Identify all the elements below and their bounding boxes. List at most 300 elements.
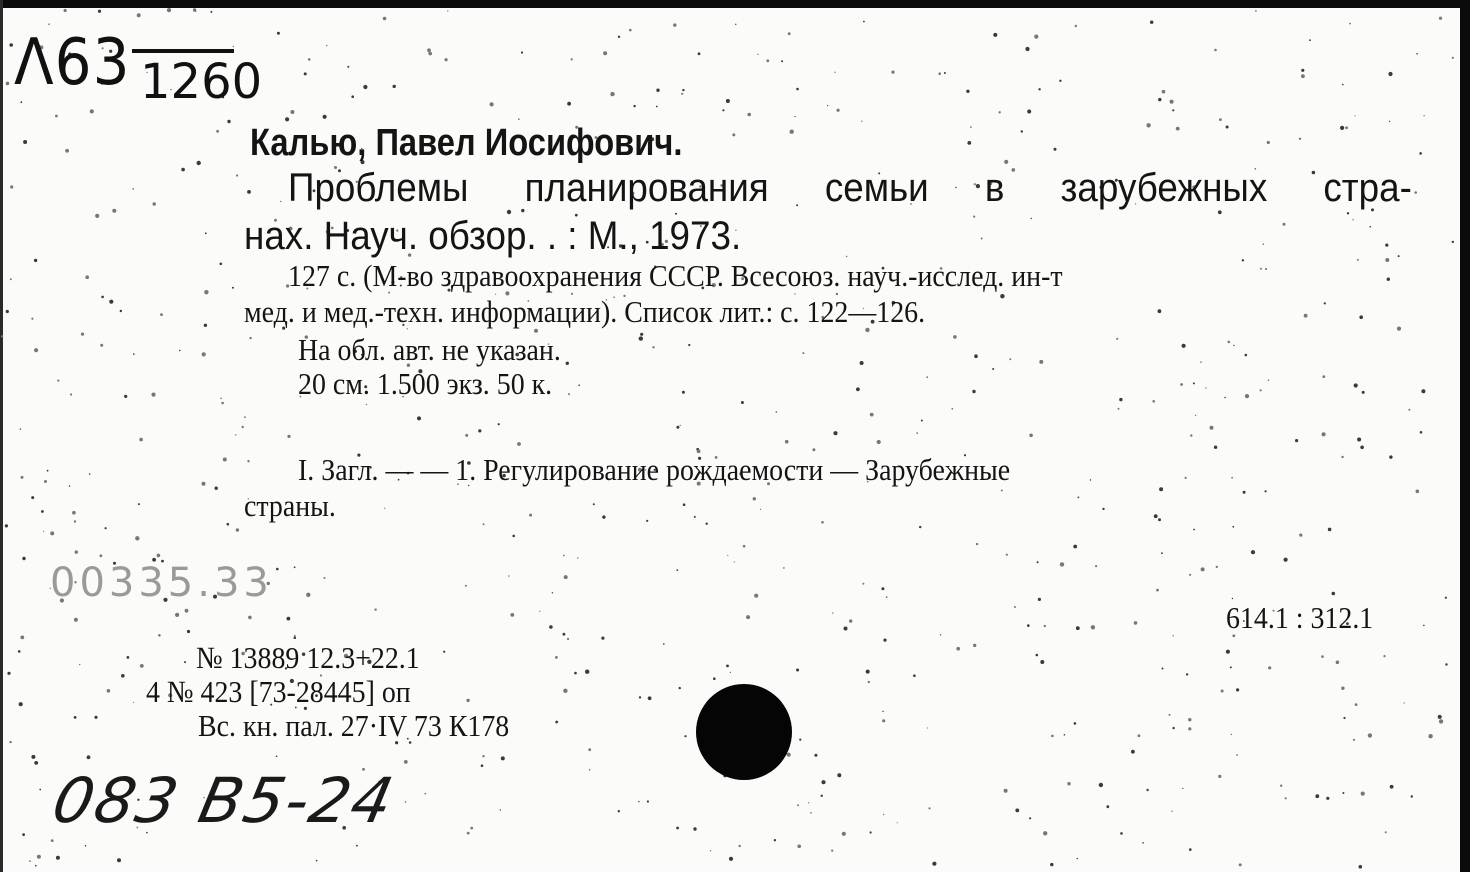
speckle bbox=[698, 52, 701, 55]
speckle bbox=[1051, 735, 1054, 738]
speckle bbox=[236, 528, 239, 531]
speckle bbox=[10, 278, 12, 280]
speckle bbox=[646, 520, 648, 522]
speckle bbox=[1388, 72, 1392, 76]
speckle bbox=[993, 33, 997, 37]
speckle bbox=[1173, 635, 1174, 636]
speckle bbox=[1342, 792, 1344, 794]
speckle bbox=[1078, 497, 1080, 499]
speckle bbox=[951, 408, 953, 410]
title-line-2: нах. Науч. обзор. . : М., 1973. bbox=[244, 214, 742, 258]
speckle bbox=[175, 613, 179, 617]
speckle bbox=[1416, 53, 1418, 55]
speckle bbox=[483, 523, 485, 525]
speckle bbox=[47, 470, 49, 472]
speckle bbox=[729, 857, 733, 861]
speckle bbox=[1359, 865, 1363, 869]
speckle bbox=[1038, 598, 1041, 601]
speckle bbox=[1452, 57, 1454, 59]
speckle bbox=[883, 814, 884, 815]
speckle bbox=[821, 780, 825, 784]
speckle bbox=[1043, 831, 1047, 835]
speckle bbox=[220, 398, 222, 400]
speckle bbox=[1038, 88, 1040, 90]
speckle bbox=[1385, 258, 1389, 262]
speckle bbox=[1226, 650, 1230, 654]
speckle bbox=[1180, 383, 1183, 386]
speckle bbox=[1029, 817, 1031, 819]
speckle bbox=[508, 575, 510, 577]
speckle bbox=[1255, 10, 1257, 12]
speckle bbox=[567, 638, 569, 640]
speckle bbox=[29, 860, 31, 862]
speckle bbox=[498, 423, 500, 425]
speckle bbox=[1231, 477, 1233, 479]
speckle bbox=[1353, 219, 1354, 220]
speckle bbox=[277, 32, 280, 35]
speckle bbox=[602, 515, 605, 518]
speckle bbox=[1419, 152, 1422, 155]
speckle bbox=[1158, 98, 1161, 101]
speckle bbox=[1221, 690, 1224, 693]
speckle bbox=[1239, 863, 1242, 866]
speckle bbox=[706, 523, 708, 525]
speckle bbox=[688, 344, 690, 346]
speckle bbox=[1383, 655, 1385, 657]
speckle bbox=[1186, 673, 1188, 675]
speckle bbox=[1285, 797, 1287, 799]
speckle bbox=[501, 756, 505, 760]
speckle bbox=[181, 168, 185, 172]
speckle bbox=[753, 497, 756, 500]
speckle bbox=[842, 832, 846, 836]
speckle bbox=[323, 115, 327, 119]
speckle bbox=[223, 458, 227, 462]
speckle bbox=[571, 58, 573, 60]
udc-classification: 614.1 : 312.1 bbox=[1226, 600, 1374, 635]
speckle bbox=[39, 789, 41, 791]
speckle bbox=[1189, 574, 1191, 576]
speckle bbox=[384, 508, 385, 509]
speckle bbox=[790, 130, 794, 134]
speckle bbox=[684, 735, 686, 737]
speckle bbox=[797, 845, 801, 849]
speckle bbox=[109, 300, 113, 304]
speckle bbox=[518, 119, 519, 120]
speckle bbox=[74, 716, 77, 719]
speckle bbox=[785, 440, 789, 444]
speckle bbox=[1074, 722, 1077, 725]
speckle bbox=[927, 727, 928, 728]
speckle bbox=[326, 45, 328, 47]
speckle bbox=[57, 380, 59, 382]
speckle bbox=[1309, 39, 1311, 41]
speckle bbox=[563, 555, 565, 557]
speckle bbox=[1404, 702, 1405, 703]
speckle bbox=[1193, 529, 1195, 531]
speckle bbox=[760, 509, 761, 510]
inventory-line-3: Вс. кн. пал. 27·IV 73 К178 bbox=[198, 708, 510, 743]
speckle bbox=[834, 72, 835, 73]
speckle bbox=[187, 630, 190, 633]
speckle bbox=[891, 71, 894, 74]
speckle bbox=[1161, 552, 1163, 554]
speckle bbox=[1146, 789, 1148, 791]
speckle bbox=[1260, 389, 1262, 391]
speckle bbox=[710, 850, 711, 851]
speckle bbox=[629, 29, 632, 32]
speckle bbox=[754, 594, 758, 598]
speckle bbox=[938, 72, 941, 75]
speckle bbox=[860, 361, 864, 365]
speckle bbox=[1445, 663, 1447, 665]
speckle bbox=[127, 656, 130, 659]
speckle bbox=[734, 561, 735, 562]
speckle bbox=[1251, 550, 1255, 554]
speckle bbox=[585, 670, 589, 674]
speckle bbox=[1050, 863, 1053, 866]
speckle bbox=[844, 627, 848, 631]
speckle bbox=[574, 672, 577, 675]
speckle bbox=[425, 793, 427, 795]
speckle bbox=[795, 116, 796, 117]
speckle bbox=[1354, 383, 1358, 387]
speckle bbox=[967, 141, 971, 145]
speckle bbox=[821, 795, 823, 797]
speckle bbox=[1357, 259, 1359, 261]
speckle bbox=[1360, 446, 1364, 450]
speckle bbox=[490, 102, 494, 106]
speckle bbox=[1233, 345, 1234, 346]
speckle bbox=[233, 46, 234, 47]
speckle bbox=[139, 438, 143, 442]
speckle bbox=[1219, 118, 1222, 121]
speckle bbox=[1216, 566, 1218, 568]
speckle bbox=[95, 214, 99, 218]
speckle bbox=[1162, 90, 1166, 94]
speckle bbox=[1037, 561, 1039, 563]
speckle bbox=[956, 647, 960, 651]
speckle bbox=[1009, 358, 1011, 360]
speckle bbox=[1283, 223, 1286, 226]
speckle bbox=[1172, 727, 1174, 729]
description-line-4: 20 см. 1.500 экз. 50 к. bbox=[298, 366, 553, 401]
speckle bbox=[197, 161, 201, 165]
speckle bbox=[1423, 625, 1425, 627]
speckle bbox=[5, 524, 8, 527]
speckle bbox=[1188, 727, 1191, 730]
speckle bbox=[294, 566, 296, 568]
speckle bbox=[882, 719, 885, 722]
speckle bbox=[20, 636, 24, 640]
speckle bbox=[31, 755, 35, 759]
speckle bbox=[881, 587, 884, 590]
speckle bbox=[953, 335, 957, 339]
speckle bbox=[1268, 666, 1271, 669]
speckle bbox=[563, 689, 567, 693]
speckle bbox=[1006, 554, 1008, 556]
speckle bbox=[926, 376, 928, 378]
speckle bbox=[739, 845, 741, 847]
speckle bbox=[1142, 842, 1144, 844]
speckle bbox=[1340, 126, 1344, 130]
speckle bbox=[877, 440, 881, 444]
speckle bbox=[757, 54, 758, 55]
speckle bbox=[210, 11, 212, 13]
speckle bbox=[151, 393, 155, 397]
speckle bbox=[244, 416, 246, 418]
speckle bbox=[972, 390, 975, 393]
speckle bbox=[746, 615, 750, 619]
speckle bbox=[883, 639, 886, 642]
speckle bbox=[1004, 789, 1008, 793]
speckle bbox=[633, 105, 635, 107]
speckle bbox=[593, 503, 595, 505]
speckle bbox=[732, 133, 735, 136]
speckle bbox=[287, 435, 290, 438]
speckle bbox=[999, 111, 1001, 113]
speckle bbox=[1242, 259, 1244, 261]
speckle bbox=[726, 665, 729, 668]
speckle bbox=[1389, 455, 1392, 458]
speckle bbox=[1280, 785, 1282, 787]
speckle bbox=[6, 82, 10, 86]
speckle bbox=[90, 109, 94, 113]
speckle bbox=[1195, 415, 1196, 416]
speckle bbox=[837, 773, 841, 777]
call-number-main: Λ63 bbox=[14, 24, 131, 100]
speckle bbox=[1170, 100, 1174, 104]
speckle bbox=[1189, 848, 1192, 851]
speckle bbox=[22, 833, 25, 836]
speckle bbox=[137, 13, 141, 17]
speckle bbox=[1304, 314, 1308, 318]
speckle bbox=[788, 32, 791, 35]
speckle bbox=[932, 862, 936, 866]
speckle bbox=[944, 72, 946, 74]
speckle bbox=[647, 800, 649, 802]
speckle bbox=[1025, 47, 1029, 51]
speckle bbox=[1326, 797, 1329, 800]
speckle bbox=[366, 404, 367, 405]
speckle bbox=[1428, 734, 1432, 738]
handwritten-number: 083 В5-24 bbox=[46, 764, 402, 837]
speckle bbox=[1036, 654, 1039, 657]
speckle bbox=[1353, 739, 1355, 741]
speckle bbox=[1205, 387, 1206, 388]
speckle bbox=[1090, 479, 1091, 480]
speckle bbox=[868, 681, 870, 683]
speckle bbox=[1232, 526, 1234, 528]
speckle bbox=[741, 401, 744, 404]
speckle bbox=[1322, 432, 1326, 436]
speckle bbox=[294, 636, 297, 639]
inventory-line-2: 4 № 423 [73-28445] оп bbox=[146, 674, 411, 709]
speckle bbox=[1102, 508, 1104, 510]
speckle bbox=[679, 687, 681, 689]
speckle bbox=[638, 801, 639, 802]
speckle bbox=[470, 827, 473, 830]
speckle bbox=[31, 496, 34, 499]
speckle bbox=[135, 536, 139, 540]
speckle bbox=[726, 99, 730, 103]
speckle bbox=[280, 201, 281, 202]
tracing-line-2: страны. bbox=[244, 488, 336, 523]
speckle bbox=[713, 677, 716, 680]
speckle bbox=[846, 256, 848, 258]
speckle bbox=[921, 420, 923, 422]
speckle bbox=[1214, 49, 1217, 52]
speckle bbox=[105, 527, 107, 529]
speckle bbox=[1408, 409, 1410, 411]
speckle bbox=[44, 480, 47, 483]
speckle bbox=[783, 567, 784, 568]
speckle bbox=[1077, 858, 1078, 859]
speckle bbox=[1414, 191, 1417, 194]
speckle bbox=[445, 58, 448, 61]
speckle bbox=[34, 348, 38, 352]
speckle bbox=[928, 807, 930, 809]
speckle bbox=[568, 393, 570, 395]
speckle bbox=[227, 120, 230, 123]
speckle bbox=[766, 59, 769, 62]
tracing-line-1: I. Загл. — — 1. Регулирование рождаемости — Зарубежные bbox=[298, 452, 1011, 487]
speckle bbox=[1031, 218, 1032, 219]
speckle bbox=[776, 411, 777, 412]
speckle bbox=[138, 503, 140, 505]
speckle bbox=[1295, 439, 1298, 442]
speckle bbox=[566, 362, 569, 365]
speckle bbox=[919, 526, 921, 528]
inventory-line-1: № 13889 12.3+22.1 bbox=[196, 640, 420, 675]
speckle bbox=[417, 416, 421, 420]
speckle bbox=[973, 216, 975, 218]
speckle bbox=[1445, 597, 1447, 599]
speckle bbox=[21, 476, 24, 479]
speckle bbox=[1158, 518, 1161, 521]
speckle bbox=[730, 672, 731, 673]
speckle bbox=[916, 432, 918, 434]
speckle bbox=[796, 88, 799, 91]
speckle bbox=[673, 23, 676, 26]
speckle bbox=[970, 126, 971, 127]
speckle bbox=[356, 845, 358, 847]
speckle bbox=[50, 531, 54, 535]
speckle bbox=[1438, 715, 1442, 719]
speckle bbox=[304, 72, 307, 75]
speckle bbox=[1152, 400, 1155, 403]
speckle bbox=[521, 51, 523, 53]
speckle bbox=[308, 58, 311, 61]
speckle bbox=[1182, 788, 1183, 789]
speckle bbox=[120, 310, 122, 312]
speckle bbox=[694, 516, 696, 518]
speckle bbox=[856, 387, 860, 391]
speckle bbox=[1347, 212, 1349, 214]
speckle bbox=[870, 831, 872, 833]
speckle bbox=[682, 89, 684, 91]
speckle bbox=[124, 395, 127, 398]
speckle bbox=[743, 545, 746, 548]
speckle bbox=[1397, 327, 1401, 331]
speckle bbox=[1389, 121, 1390, 122]
speckle bbox=[1245, 394, 1249, 398]
speckle bbox=[676, 426, 679, 429]
speckle bbox=[249, 337, 251, 339]
speckle bbox=[157, 554, 161, 558]
speckle bbox=[940, 634, 942, 636]
speckle bbox=[1355, 115, 1356, 116]
speckle bbox=[1095, 565, 1097, 567]
speckle bbox=[1200, 361, 1202, 363]
speckle bbox=[1218, 775, 1221, 778]
speckle bbox=[1116, 338, 1118, 340]
speckle bbox=[866, 670, 870, 674]
speckle bbox=[512, 535, 515, 538]
speckle bbox=[639, 696, 641, 698]
speckle bbox=[1349, 23, 1351, 25]
speckle bbox=[383, 17, 387, 21]
speckle bbox=[1411, 795, 1413, 797]
speckle bbox=[167, 8, 171, 12]
speckle bbox=[6, 310, 9, 313]
speckle bbox=[465, 585, 467, 587]
speckle bbox=[65, 149, 69, 153]
speckle bbox=[529, 514, 532, 517]
speckle bbox=[1343, 717, 1345, 719]
speckle bbox=[482, 755, 484, 757]
speckle bbox=[87, 755, 91, 759]
speckle bbox=[101, 296, 104, 299]
speckle bbox=[1060, 562, 1064, 566]
speckle bbox=[639, 336, 643, 340]
speckle bbox=[1091, 625, 1095, 629]
speckle bbox=[1021, 130, 1023, 132]
speckle bbox=[1193, 382, 1195, 384]
speckle bbox=[1185, 477, 1187, 479]
speckle bbox=[74, 520, 76, 522]
speckle bbox=[1040, 660, 1044, 664]
speckle bbox=[500, 809, 501, 810]
speckle bbox=[1359, 315, 1363, 319]
speckle bbox=[1064, 734, 1066, 736]
speckle bbox=[324, 577, 326, 579]
speckle bbox=[1004, 160, 1008, 164]
description-line-2: мед. и мед.-техн. информации). Список лит.: с. 122—126. bbox=[244, 294, 926, 329]
speckle bbox=[1263, 244, 1264, 245]
speckle bbox=[1324, 302, 1326, 304]
speckle bbox=[43, 531, 44, 532]
speckle bbox=[827, 105, 828, 106]
speckle bbox=[1328, 528, 1332, 532]
speckle bbox=[41, 510, 44, 513]
speckle bbox=[897, 822, 898, 823]
speckle bbox=[747, 113, 751, 117]
speckle bbox=[727, 555, 728, 556]
call-number-sub: 1260 bbox=[140, 54, 263, 110]
speckle bbox=[1073, 545, 1077, 549]
speckle bbox=[1154, 514, 1158, 518]
speckle bbox=[1398, 255, 1400, 257]
speckle bbox=[1332, 592, 1336, 596]
speckle bbox=[1054, 148, 1057, 151]
speckle bbox=[886, 596, 888, 598]
speckle bbox=[837, 109, 840, 112]
speckle bbox=[1214, 446, 1217, 449]
speckle bbox=[10, 185, 13, 188]
speckle bbox=[1265, 268, 1267, 270]
speckle bbox=[810, 812, 811, 813]
